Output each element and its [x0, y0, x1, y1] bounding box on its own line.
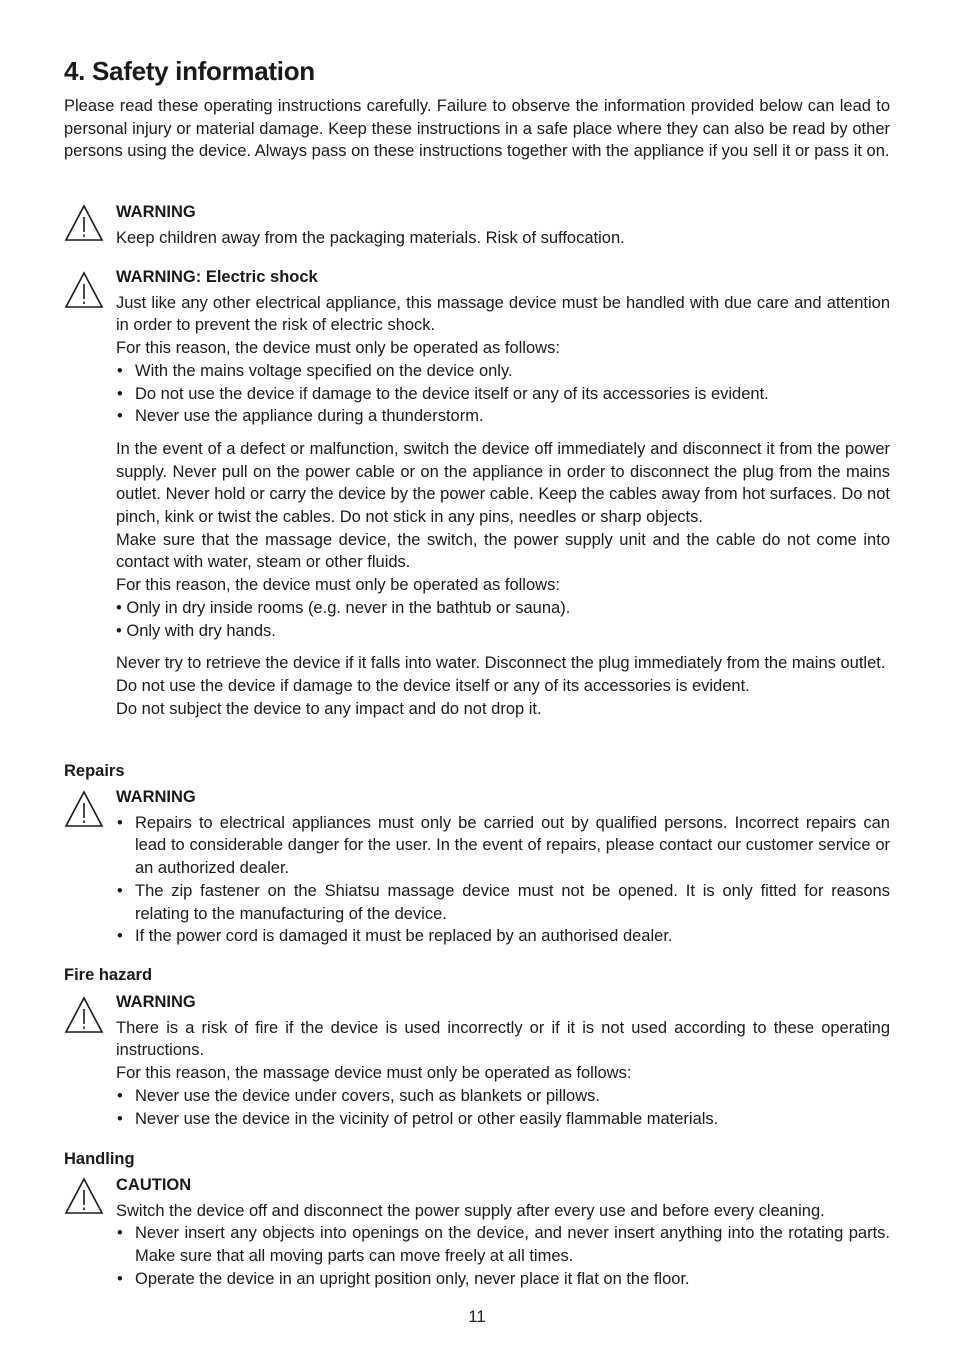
- paragraph: In the event of a defect or malfunction, switch the device off immediately and disconnect it from the power supply. Never pull on the power cable or on the appliance in order to disconnect the plug from the mains outlet. Never hold or carry the device by the power cable. Keep the cables away from hot surfaces. Do not pinch, kink or twist the cables. Do not stick in any pins, needles or sharp objects.: [116, 439, 890, 527]
- caution-handling: [116, 1174, 890, 1291]
- list-item: • With the mains voltage specified on the device only.: [116, 360, 890, 383]
- warning-electric-shock: [116, 266, 890, 720]
- warning-heading: WARNING: Electric shock: [116, 268, 318, 286]
- paragraph: Never try to retrieve the device if it falls into water. Disconnect the plug immediately from the mains outlet.: [116, 654, 886, 673]
- bullet-list: [116, 1085, 890, 1130]
- list-item: • Never use the appliance during a thunderstorm.: [116, 405, 890, 428]
- paragraph: For this reason, the device must only be operated as follows:: [116, 339, 560, 358]
- caution-heading: CAUTION: [116, 1176, 192, 1194]
- warning-heading: WARNING: [116, 788, 196, 806]
- warning-triangle-icon: [64, 1176, 104, 1216]
- warning-triangle-icon: [64, 789, 104, 829]
- section-heading-handling: Handling: [64, 1150, 135, 1168]
- warning-fire: [116, 991, 890, 1130]
- list-item: • Only in dry inside rooms (e.g. never in the bathtub or sauna).: [116, 597, 890, 620]
- page-number: 11: [468, 1308, 486, 1326]
- page-title: 4. Safety information: [64, 56, 315, 86]
- paragraph: Do not use the device if damage to the device itself or any of its accessories is evident.: [116, 676, 750, 695]
- bullet-list: [116, 1222, 890, 1290]
- intro-paragraph: Please read these operating instructions carefully. Failure to observe the information provided below can lead to personal injury or material damage. Keep these instructions in a safe place where they can also be read by other persons using the device. Always pass on these instructions together with the appliance if you sell it or pass it on.: [64, 97, 890, 161]
- warning-triangle-icon: [64, 203, 104, 243]
- paragraph: Make sure that the massage device, the switch, the power supply unit and the cable do not come into contact with water, steam or other fluids.: [116, 530, 890, 572]
- dot-list: [116, 597, 890, 642]
- paragraph: Just like any other electrical appliance, this massage device must be handled with due care and attention in order to prevent the risk of electric shock.: [116, 293, 890, 335]
- list-item: • Operate the device in an upright position only, never place it flat on the floor.: [116, 1268, 890, 1291]
- section-heading-fire-hazard: Fire hazard: [64, 966, 153, 984]
- list-item: • Never use the device under covers, such as blankets or pillows.: [116, 1085, 890, 1108]
- warning-triangle-icon: [64, 995, 104, 1035]
- paragraph: For this reason, the device must only be operated as follows:: [116, 576, 560, 595]
- list-item: • Never use the device in the vicinity of petrol or other easily flammable materials.: [116, 1108, 890, 1131]
- warning-children: [116, 201, 890, 249]
- list-item: • Never insert any objects into openings on the device, and never insert anything into the rotating parts. Make sure that all moving parts can move freely at all times.: [116, 1222, 890, 1267]
- paragraph: Do not subject the device to any impact and do not drop it.: [116, 699, 542, 718]
- paragraph: For this reason, the massage device must only be operated as follows:: [116, 1064, 632, 1083]
- warning-text: Keep children away from the packaging materials. Risk of suffocation.: [116, 228, 625, 247]
- list-item: • Do not use the device if damage to the device itself or any of its accessories is evident.: [116, 383, 890, 406]
- bullet-list: [116, 812, 890, 948]
- paragraph: Switch the device off and disconnect the power supply after every use and before every cleaning.: [116, 1201, 825, 1220]
- warning-triangle-icon: [64, 270, 104, 310]
- list-item: • If the power cord is damaged it must be replaced by an authorised dealer.: [116, 925, 890, 948]
- list-item: • Only with dry hands.: [116, 620, 890, 643]
- bullet-list: [116, 360, 890, 428]
- warning-heading: WARNING: [116, 993, 196, 1011]
- list-item: • Repairs to electrical appliances must only be carried out by qualified persons. Incorrect repairs can lead to considerable danger for the user. In the event of repairs, please contact our customer service or an authorized dealer.: [116, 812, 890, 880]
- section-heading-repairs: Repairs: [64, 762, 125, 780]
- warning-heading: WARNING: [116, 203, 196, 221]
- list-item: • The zip fastener on the Shiatsu massage device must not be opened. It is only fitted for reasons relating to the manufacturing of the device.: [116, 880, 890, 925]
- warning-repairs: [116, 786, 890, 948]
- paragraph: There is a risk of fire if the device is used incorrectly or if it is not used according to these operating instructions.: [116, 1018, 890, 1060]
